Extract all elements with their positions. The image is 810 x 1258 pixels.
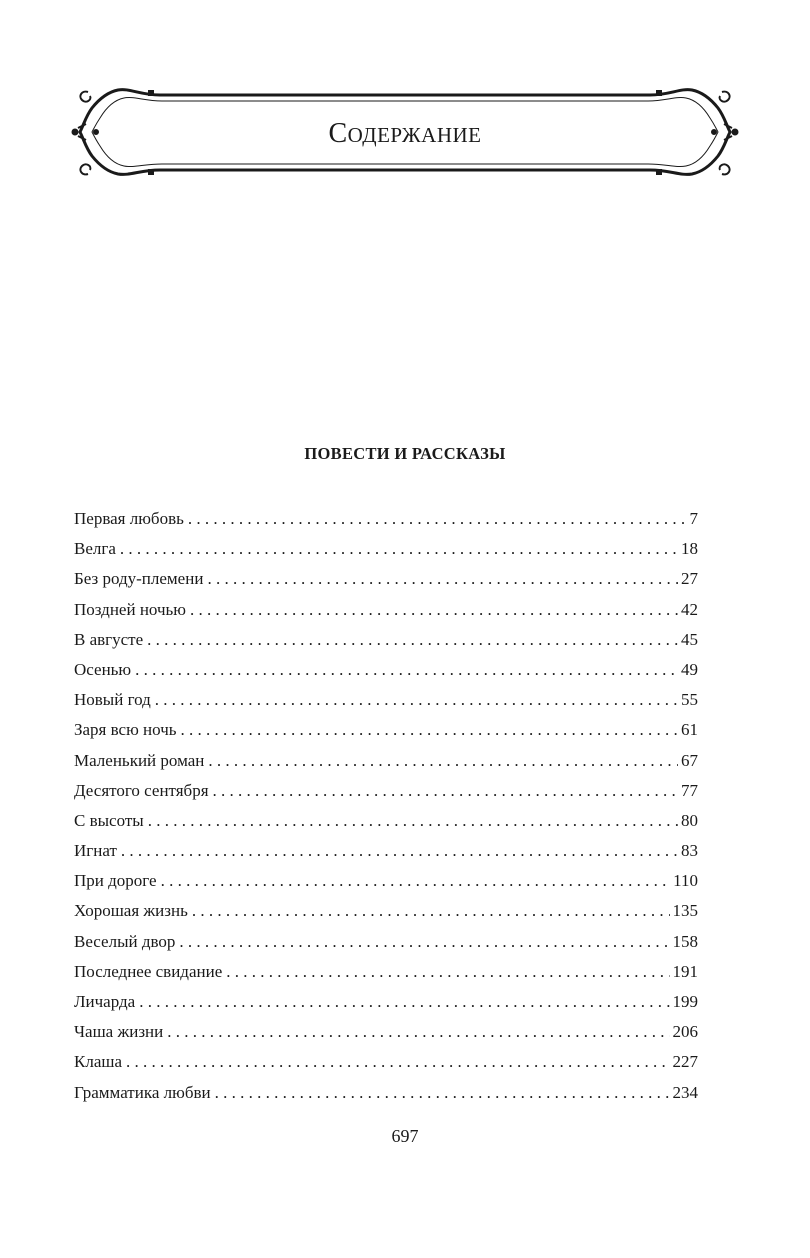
- table-of-contents: [74, 504, 698, 1108]
- toc-entry-title: Заря всю ночь: [74, 720, 177, 740]
- toc-entry-title: Чаша жизни: [74, 1022, 164, 1042]
- toc-entry: [74, 715, 698, 745]
- toc-entry: [74, 1017, 698, 1047]
- dot-leader: [188, 504, 687, 534]
- toc-entry-page: 77: [681, 780, 698, 800]
- dot-leader: [121, 836, 678, 866]
- toc-entry-page: 55: [681, 690, 698, 710]
- toc-entry-page: 7: [689, 509, 698, 528]
- dot-leader: [167, 1017, 669, 1047]
- toc-entry-page: 234: [672, 1082, 698, 1102]
- toc-entry-page: 227: [672, 1052, 698, 1072]
- page-number: 697: [391, 1126, 419, 1146]
- toc-entry-page: 191: [672, 961, 698, 981]
- toc-entry: [74, 1078, 698, 1108]
- toc-entry-page: 135: [672, 901, 698, 921]
- title-initial: С: [328, 118, 348, 149]
- toc-entry-page: 110: [673, 871, 698, 891]
- dot-leader: [190, 595, 678, 625]
- toc-entry: [74, 957, 698, 987]
- toc-entry: [74, 534, 698, 564]
- title-rest: ОДЕРЖАНИЕ: [347, 123, 482, 147]
- toc-entry: [74, 776, 698, 806]
- toc-entry-title: Поздней ночью: [74, 599, 186, 619]
- dot-leader: [147, 625, 678, 655]
- toc-entry-page: 45: [681, 629, 698, 649]
- toc-entry-page: 42: [681, 599, 698, 619]
- dot-leader: [226, 957, 669, 987]
- toc-entry-page: 206: [672, 1022, 698, 1042]
- toc-entry: [74, 866, 698, 896]
- dot-leader: [135, 655, 678, 685]
- toc-entry-title: Маленький роман: [74, 750, 205, 770]
- toc-entry-title: Новый год: [74, 690, 151, 710]
- toc-entry: [74, 564, 698, 594]
- toc-entry-title: В августе: [74, 629, 144, 649]
- toc-entry: [74, 927, 698, 957]
- toc-entry-title: Десятого сентября: [74, 780, 209, 800]
- dot-leader: [120, 534, 678, 564]
- toc-entry-title: При дороге: [74, 871, 157, 891]
- toc-entry: [74, 1047, 698, 1077]
- toc-entry: [74, 896, 698, 926]
- dot-leader: [155, 685, 678, 715]
- toc-entry-title: Грамматика любви: [74, 1082, 211, 1102]
- dot-leader: [213, 776, 678, 806]
- toc-entry: [74, 685, 698, 715]
- toc-entry-page: 61: [681, 720, 698, 740]
- toc-entry-title: Осенью: [74, 659, 132, 679]
- dot-leader: [161, 866, 671, 896]
- toc-entry: [74, 987, 698, 1017]
- toc-entry-title: Клаша: [74, 1052, 123, 1072]
- toc-entry-title: Последнее свидание: [74, 961, 223, 981]
- toc-entry: [74, 504, 698, 534]
- dot-leader: [126, 1047, 669, 1077]
- toc-entry-title: Личарда: [74, 992, 136, 1011]
- toc-entry-title: Игнат: [74, 841, 117, 861]
- dot-leader: [192, 896, 670, 926]
- toc-entry-title: Хорошая жизнь: [74, 901, 188, 921]
- toc-entry-page: 80: [681, 810, 698, 830]
- dot-leader: [208, 746, 678, 776]
- page-title: [0, 118, 810, 150]
- toc-entry-page: 158: [672, 931, 698, 951]
- toc-entry-page: 27: [681, 569, 698, 589]
- dot-leader: [148, 806, 678, 836]
- toc-entry-title: Первая любовь: [74, 509, 184, 528]
- dot-leader: [139, 987, 669, 1017]
- dot-leader: [207, 564, 678, 594]
- toc-entry-page: 18: [681, 539, 698, 559]
- toc-entry-title: Велга: [74, 539, 116, 559]
- toc-entry-page: 49: [681, 659, 698, 679]
- toc-entry: [74, 655, 698, 685]
- toc-entry-title: Без роду-племени: [74, 569, 204, 589]
- toc-entry-title: С высоты: [74, 810, 144, 830]
- toc-entry: [74, 836, 698, 866]
- dot-leader: [215, 1078, 670, 1108]
- toc-entry: [74, 806, 698, 836]
- toc-entry: [74, 625, 698, 655]
- toc-entry-page: 83: [681, 841, 698, 861]
- toc-entry: [74, 595, 698, 625]
- toc-entry: [74, 746, 698, 776]
- section-heading: ПОВЕСТИ И РАССКАЗЫ: [304, 444, 506, 463]
- dot-leader: [181, 715, 678, 745]
- toc-entry-page: 67: [681, 750, 698, 770]
- toc-entry-title: Веселый двор: [74, 931, 176, 951]
- dot-leader: [179, 927, 669, 957]
- toc-entry-page: 199: [672, 992, 698, 1011]
